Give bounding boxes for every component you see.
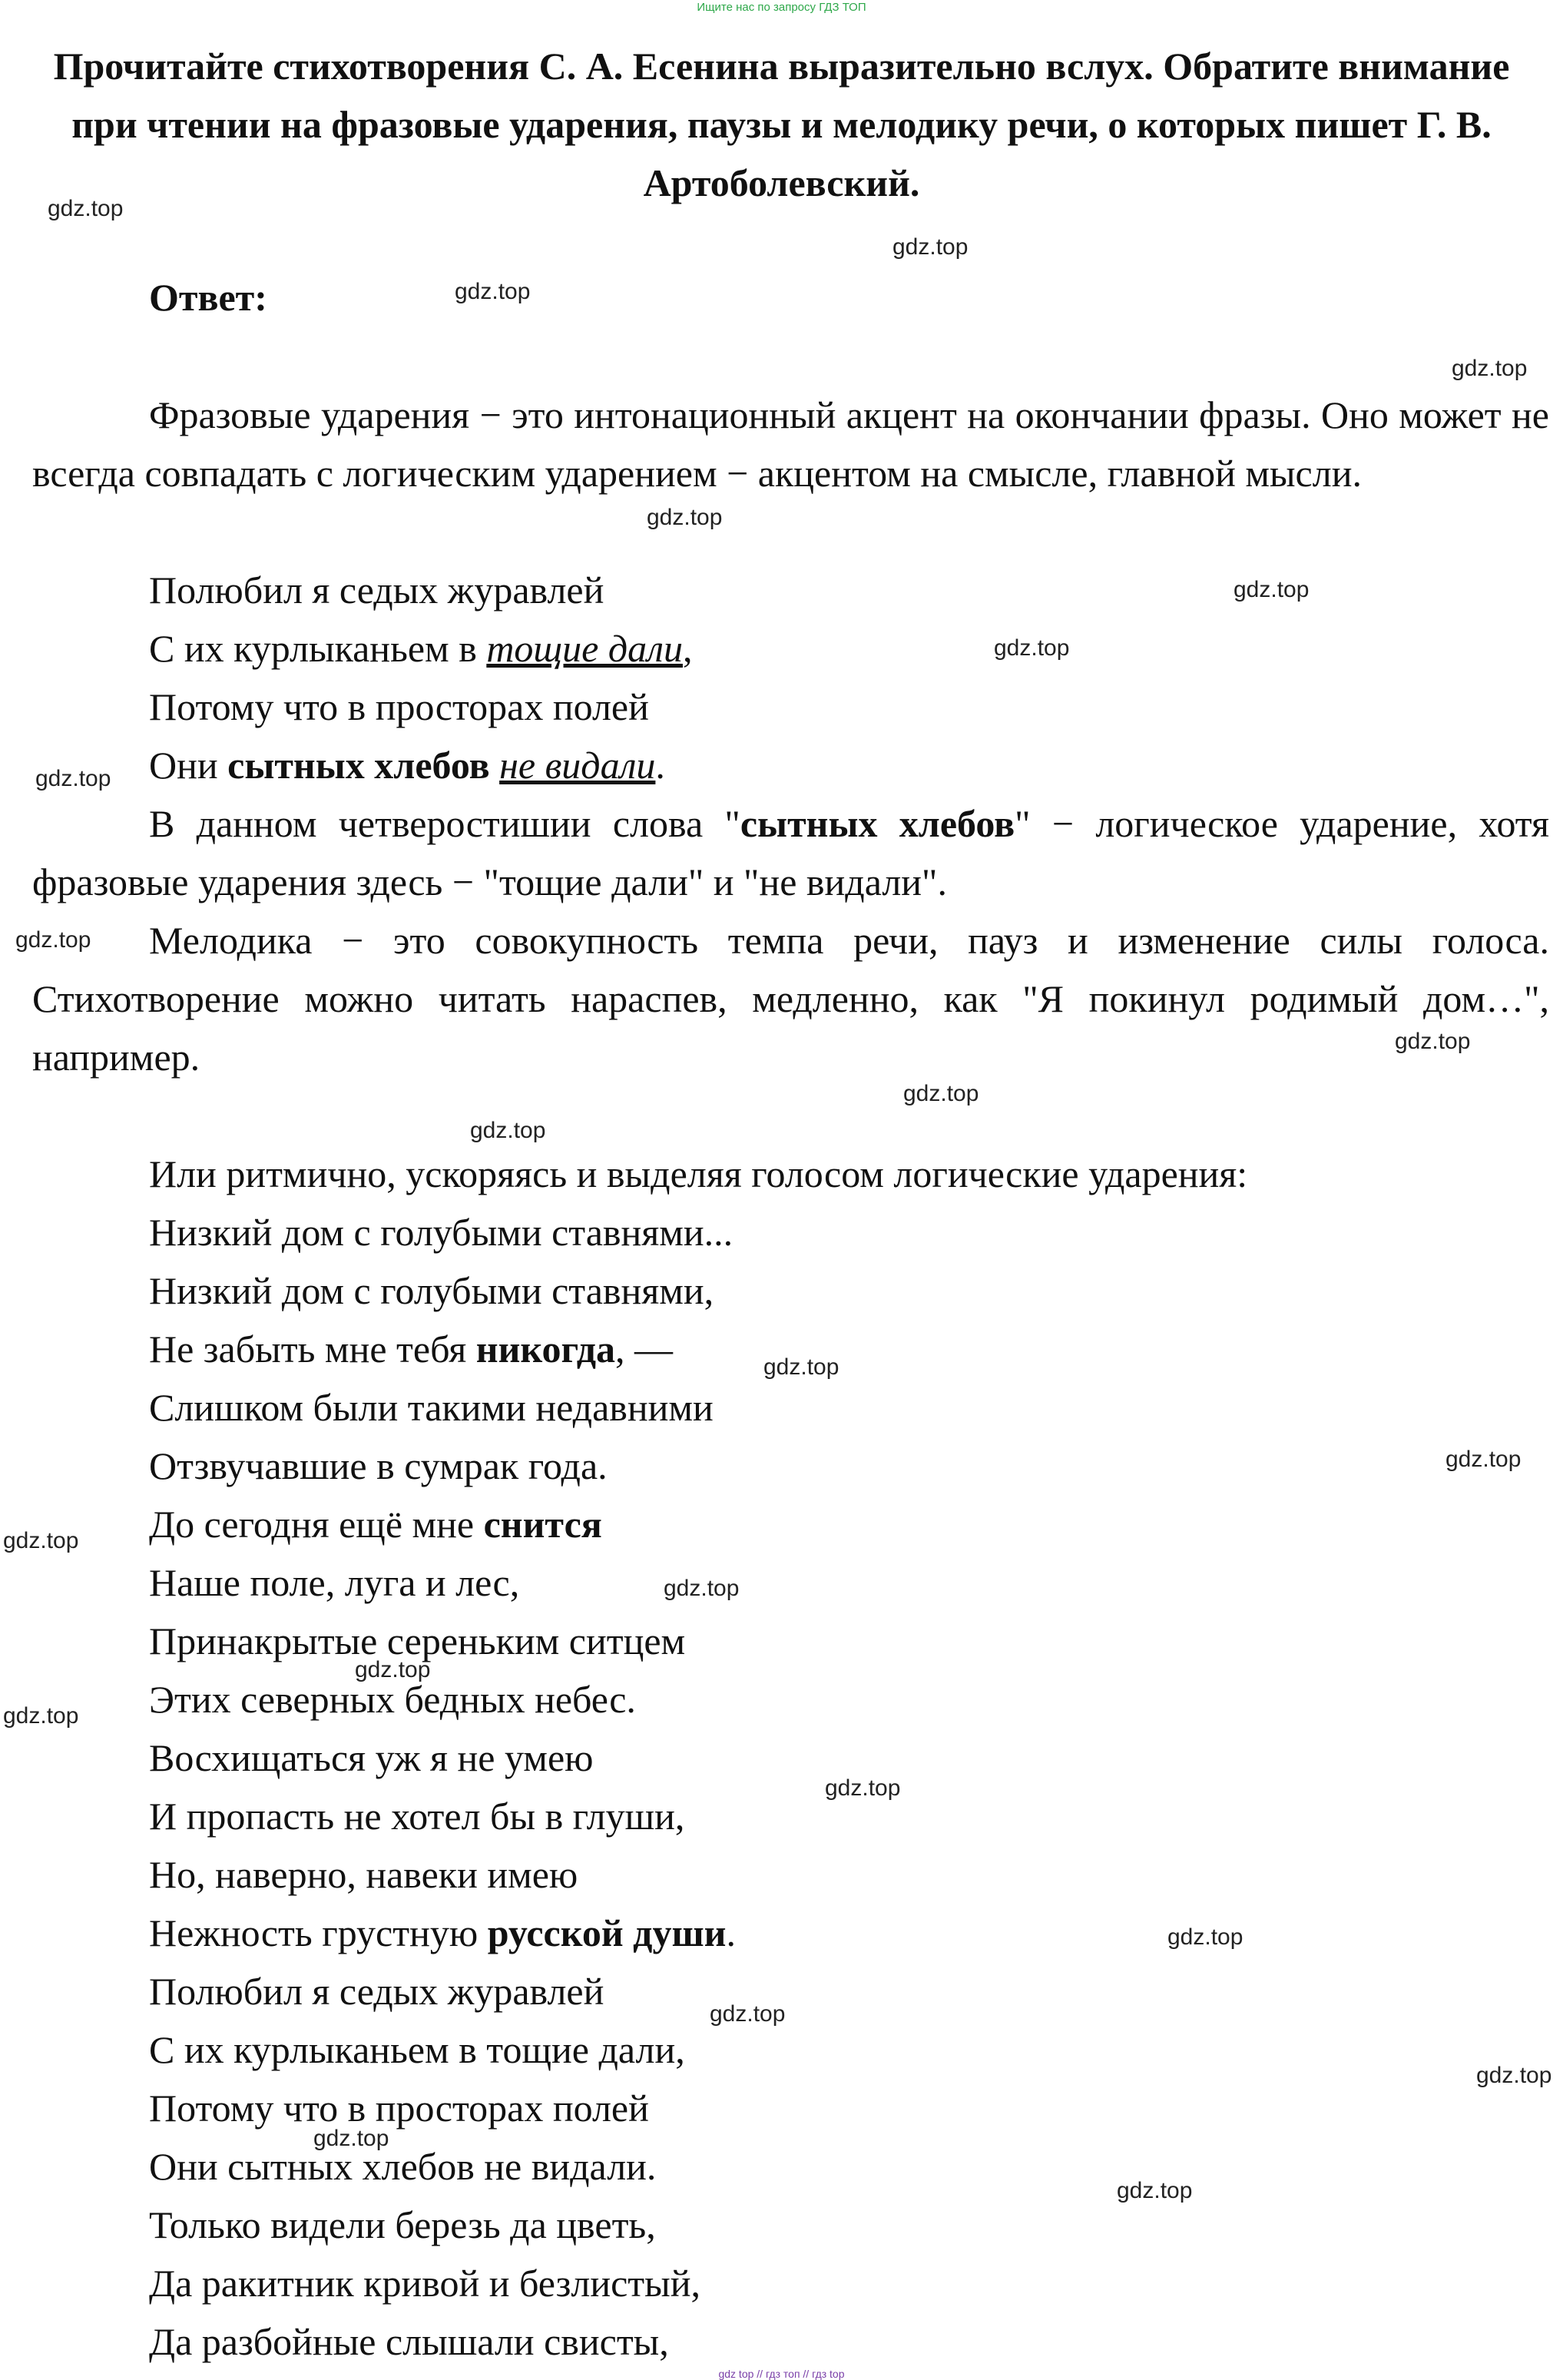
logical-stress-highlight: сытных хлебов [740, 802, 1015, 845]
watermark: gdz.top [1445, 1447, 1522, 1472]
stanza1-line-4 [149, 736, 665, 794]
poem-line-19: Да ракитник кривой и безлистый, [149, 2262, 700, 2305]
poem-line-15: С их курлыканьем в тощие дали, [149, 2028, 685, 2071]
text-fragment: Они [149, 744, 228, 787]
phrase-stress-highlight: тощие дали [486, 627, 683, 670]
poem-line-20: Да разбойные слышали свисты, [149, 2320, 669, 2363]
watermark: gdz.top [825, 1775, 901, 1801]
text-fragment: Не забыть мне тебя [149, 1328, 476, 1371]
text-fragment: В данном четверостишии слова " [149, 802, 740, 845]
stanza1-line-1: Полюбил я седых журавлей [149, 568, 604, 612]
watermark: gdz.top [455, 279, 531, 304]
watermark: gdz.top [3, 1528, 79, 1553]
watermark: gdz.top [1452, 356, 1528, 381]
watermark: gdz.top [1167, 1924, 1243, 1950]
poem-line-1: Низкий дом с голубыми ставнями... [149, 1211, 733, 1254]
poem-line-13 [149, 1904, 736, 1962]
logical-stress-highlight: никогда [475, 1328, 616, 1371]
text-fragment: Нежность грустную [149, 1911, 488, 1954]
stanza1-line-2 [149, 619, 692, 678]
watermark: gdz.top [892, 234, 969, 260]
watermark: gdz.top [470, 1118, 546, 1143]
watermark: gdz.top [710, 2001, 786, 2027]
watermark: gdz.top [15, 927, 91, 953]
text-fragment: , [682, 627, 693, 670]
paragraph-logical-stress [32, 794, 1549, 911]
top-banner-link[interactable]: Ищите нас по запросу ГДЗ ТОП [697, 1, 866, 14]
watermark: gdz.top [903, 1081, 979, 1106]
watermark: gdz.top [647, 505, 723, 530]
stanza1-line-3: Потому что в просторах полей [149, 685, 649, 728]
paragraph-phrase-stress: Фразовые ударения − это интонационный акцент на окончании фразы. Оно может не всегда совпадать с логическим ударением − акцентом на смысле, главной мысли. [32, 393, 1549, 495]
footer-watermark: gdz top // гдз топ // гдз top [718, 2368, 845, 2380]
text-fragment: . [655, 744, 665, 787]
watermark: gdz.top [763, 1354, 839, 1380]
poem-line-7: Наше поле, луга и лес, [149, 1561, 520, 1604]
poem-line-18: Только видели березь да цветь, [149, 2203, 656, 2246]
text-fragment: С их курлыканьем в [149, 627, 487, 670]
watermark: gdz.top [664, 1576, 740, 1601]
watermark: gdz.top [1234, 577, 1310, 602]
text-fragment: , — [615, 1328, 674, 1371]
text-fragment: До сегодня ещё мне [149, 1503, 484, 1546]
text-fragment: " − логическое ударение, хотя фразовые ударения здесь − "тощие дали" и "не видали". [32, 802, 1549, 903]
poem-line-17: Они сытных хлебов не видали. [149, 2145, 657, 2188]
phrase-stress-highlight: не видали [499, 744, 656, 787]
poem-line-2: Низкий дом с голубыми ставнями, [149, 1269, 714, 1312]
poem-line-3 [149, 1320, 673, 1378]
logical-stress-highlight: русской души [487, 1911, 727, 1954]
poem-line-8: Принакрытые сереньким ситцем [149, 1619, 686, 1662]
poem-line-5: Отзвучавшие в сумрак года. [149, 1444, 608, 1487]
poem-line-6 [149, 1495, 602, 1553]
answer-label: Ответ: [149, 276, 267, 319]
watermark: gdz.top [1117, 2178, 1193, 2203]
poem-line-11: И пропасть не хотел бы в глуши, [149, 1795, 685, 1838]
watermark: gdz.top [313, 2126, 389, 2151]
poem-line-16: Потому что в просторах полей [149, 2087, 649, 2130]
poem-line-9: Этих северных бедных небес. [149, 1678, 636, 1721]
logical-stress-highlight: снится [483, 1503, 602, 1546]
poem-line-12: Но, наверно, навеки имею [149, 1853, 578, 1896]
watermark: gdz.top [355, 1657, 431, 1682]
watermark: gdz.top [35, 766, 111, 791]
task-title: Прочитайте стихотворения С. А. Есенина выразительно вслух. Обратите внимание при чтении на фразовые ударения, паузы и мелодику речи, о которых пишет Г. В. Артоболевский. [53, 45, 1510, 204]
logical-stress-highlight: сытных хлебов [227, 744, 490, 787]
watermark: gdz.top [48, 196, 124, 221]
poem-line-4: Слишком были такими недавними [149, 1386, 714, 1429]
poem-line-10: Восхищаться уж я не умею [149, 1736, 594, 1779]
watermark: gdz.top [1395, 1029, 1471, 1054]
text-fragment [490, 744, 500, 787]
text-fragment: . [726, 1911, 736, 1954]
poem-line-14: Полюбил я седых журавлей [149, 1970, 604, 2013]
watermark: gdz.top [3, 1703, 79, 1729]
paragraph-rhythm-intro: Или ритмично, ускоряясь и выделяя голосом логические ударения: [149, 1152, 1248, 1195]
paragraph-melody: Мелодика − это совокупность темпа речи, пауз и изменение силы голоса. Стихотворение можно читать нараспев, медленно, как "Я покинул родимый дом…", например. [32, 919, 1549, 1079]
watermark: gdz.top [994, 635, 1070, 661]
watermark: gdz.top [1476, 2063, 1552, 2088]
